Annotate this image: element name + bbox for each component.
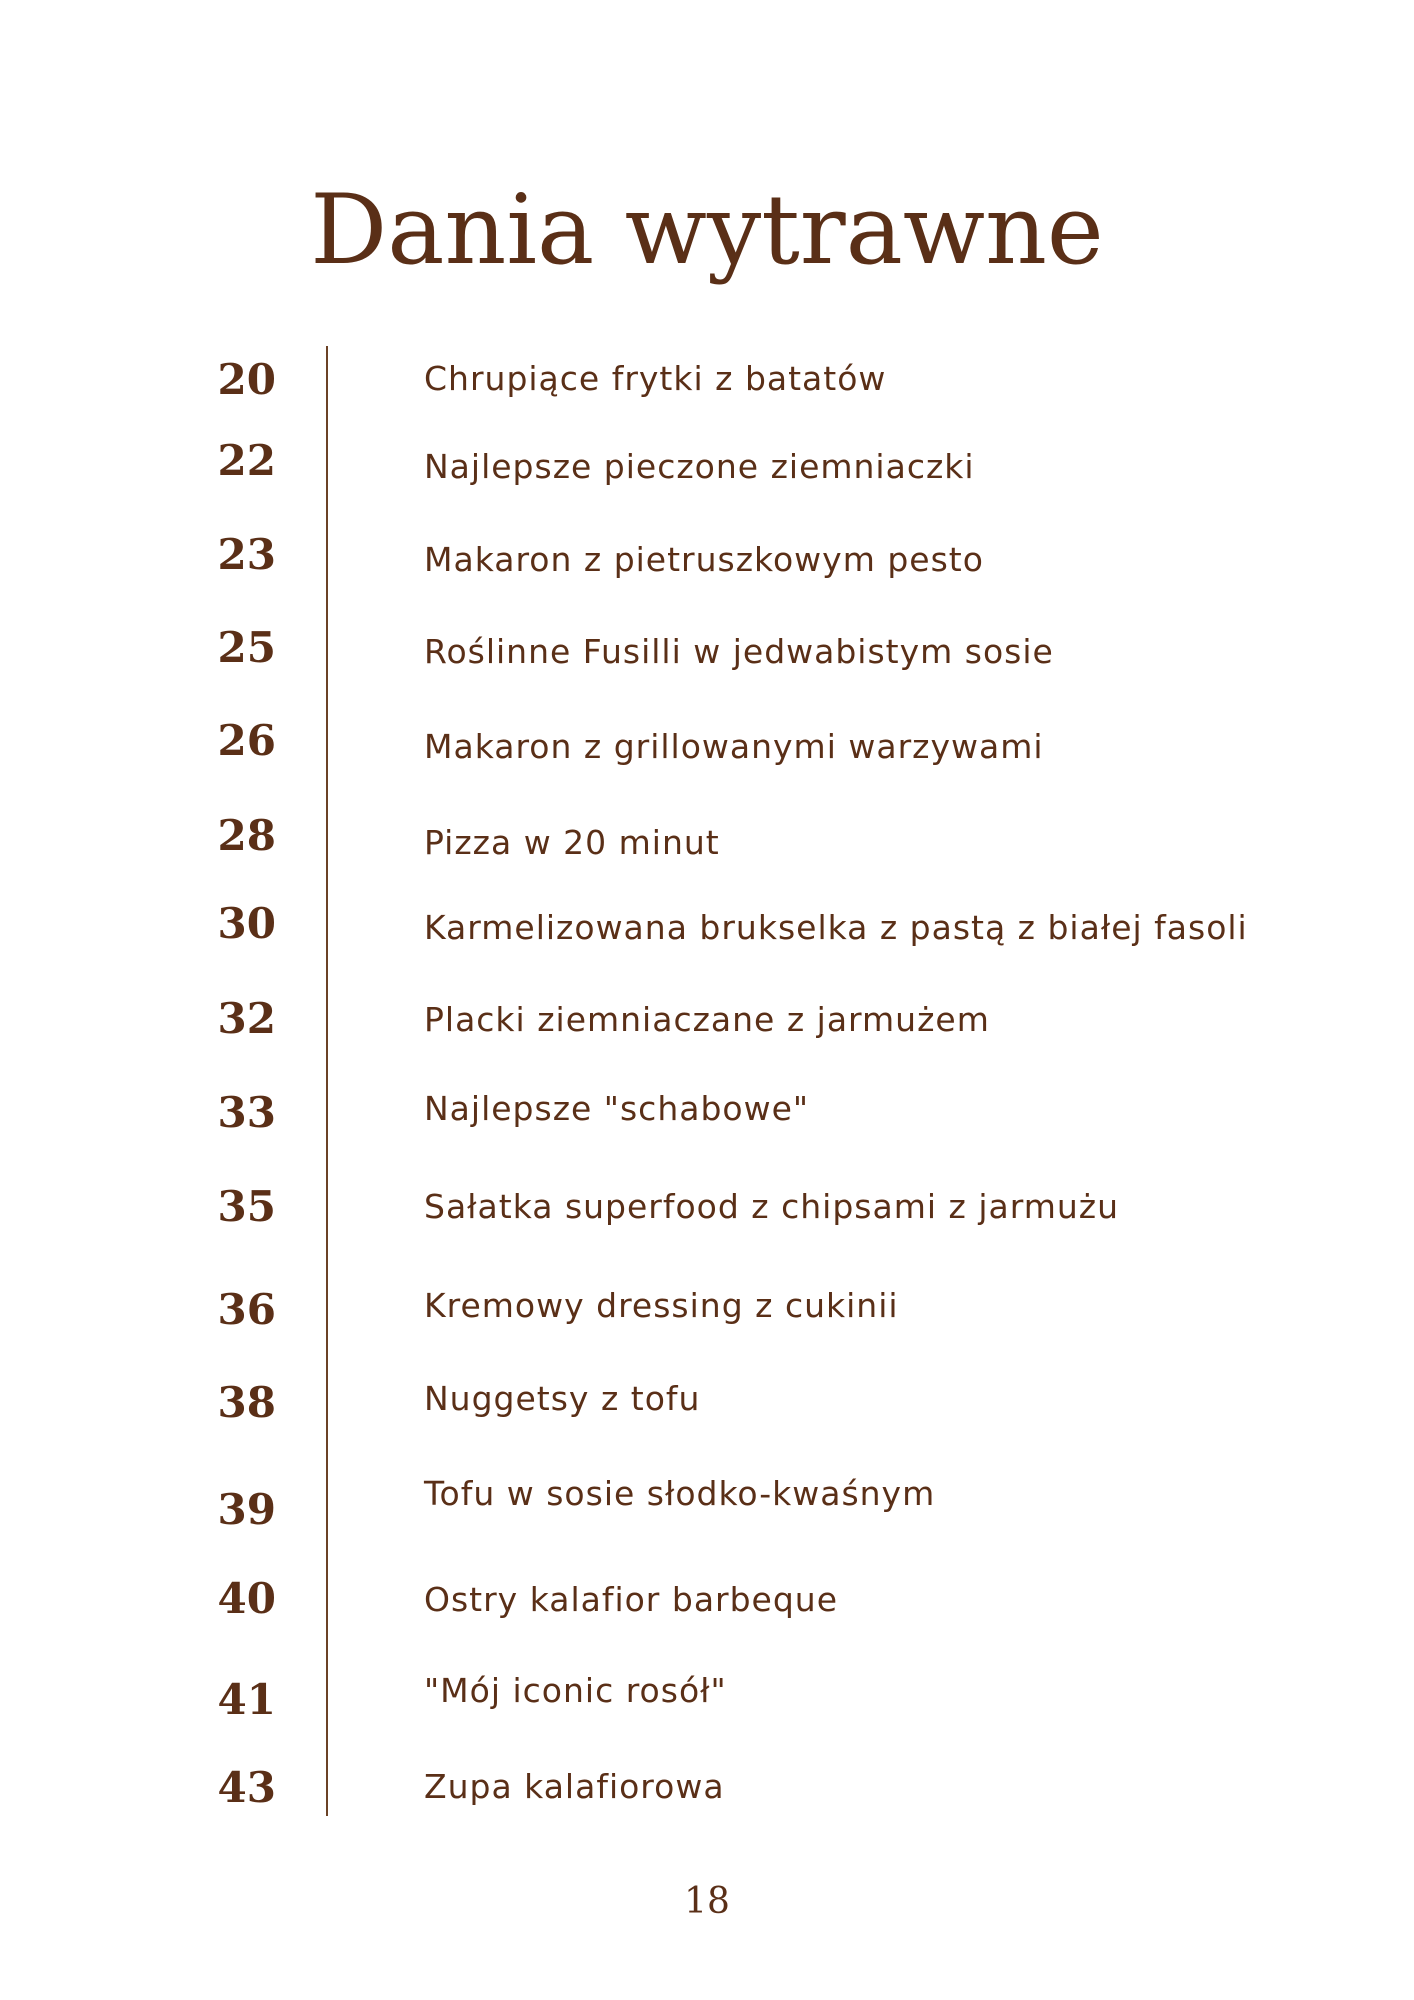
toc-entry-title[interactable]: Zupa kalafiorowa xyxy=(424,1767,725,1806)
toc-page-number: 32 xyxy=(217,994,276,1043)
toc-entry-title[interactable]: Roślinne Fusilli w jedwabistym sosie xyxy=(424,632,1054,671)
toc-page-number: 25 xyxy=(217,623,276,672)
toc-page-number: 40 xyxy=(217,1574,276,1623)
toc-entry-title[interactable]: Najlepsze pieczone ziemniaczki xyxy=(424,447,975,486)
toc-page-number: 43 xyxy=(217,1763,276,1812)
toc-entry-title[interactable]: Kremowy dressing z cukinii xyxy=(424,1286,899,1325)
page-number: 18 xyxy=(684,1881,730,1922)
toc-entry-title[interactable]: Najlepsze "schabowe" xyxy=(424,1089,810,1128)
toc-page-number: 26 xyxy=(217,716,276,765)
toc-entry-title[interactable]: Makaron z pietruszkowym pesto xyxy=(424,540,984,579)
toc-page-number: 33 xyxy=(217,1088,276,1137)
toc-page-number: 35 xyxy=(217,1182,276,1231)
toc-entry-title[interactable]: Pizza w 20 minut xyxy=(424,823,720,862)
toc-entry-title[interactable]: "Mój iconic rosół" xyxy=(424,1671,727,1710)
toc-entry-title[interactable]: Tofu w sosie słodko-kwaśnym xyxy=(424,1474,936,1513)
toc-entry-title[interactable]: Nuggetsy z tofu xyxy=(424,1379,701,1418)
toc-page-number: 30 xyxy=(217,899,276,948)
toc-page-number: 20 xyxy=(217,355,276,404)
toc-page-number: 22 xyxy=(217,436,276,485)
toc-entry-title[interactable]: Sałatka superfood z chipsami z jarmużu xyxy=(424,1187,1120,1226)
toc-entry-title[interactable]: Placki ziemniaczane z jarmużem xyxy=(424,1000,990,1039)
page-title: Dania wytrawne xyxy=(310,174,1104,286)
toc-entry-title[interactable]: Makaron z grillowanymi warzywami xyxy=(424,727,1044,766)
toc-entry-title[interactable]: Karmelizowana brukselka z pastą z białej fasoli xyxy=(424,908,1248,947)
toc-page-number: 39 xyxy=(217,1485,276,1534)
toc-page-number: 36 xyxy=(217,1285,276,1334)
toc-entry-title[interactable]: Chrupiące frytki z batatów xyxy=(424,359,887,398)
toc-page-number: 38 xyxy=(217,1378,276,1427)
toc-page-number: 23 xyxy=(217,530,276,579)
toc-page-number: 28 xyxy=(217,811,276,860)
toc-entry-title[interactable]: Ostry kalafior barbeque xyxy=(424,1580,839,1619)
toc-page-number: 41 xyxy=(217,1675,276,1724)
